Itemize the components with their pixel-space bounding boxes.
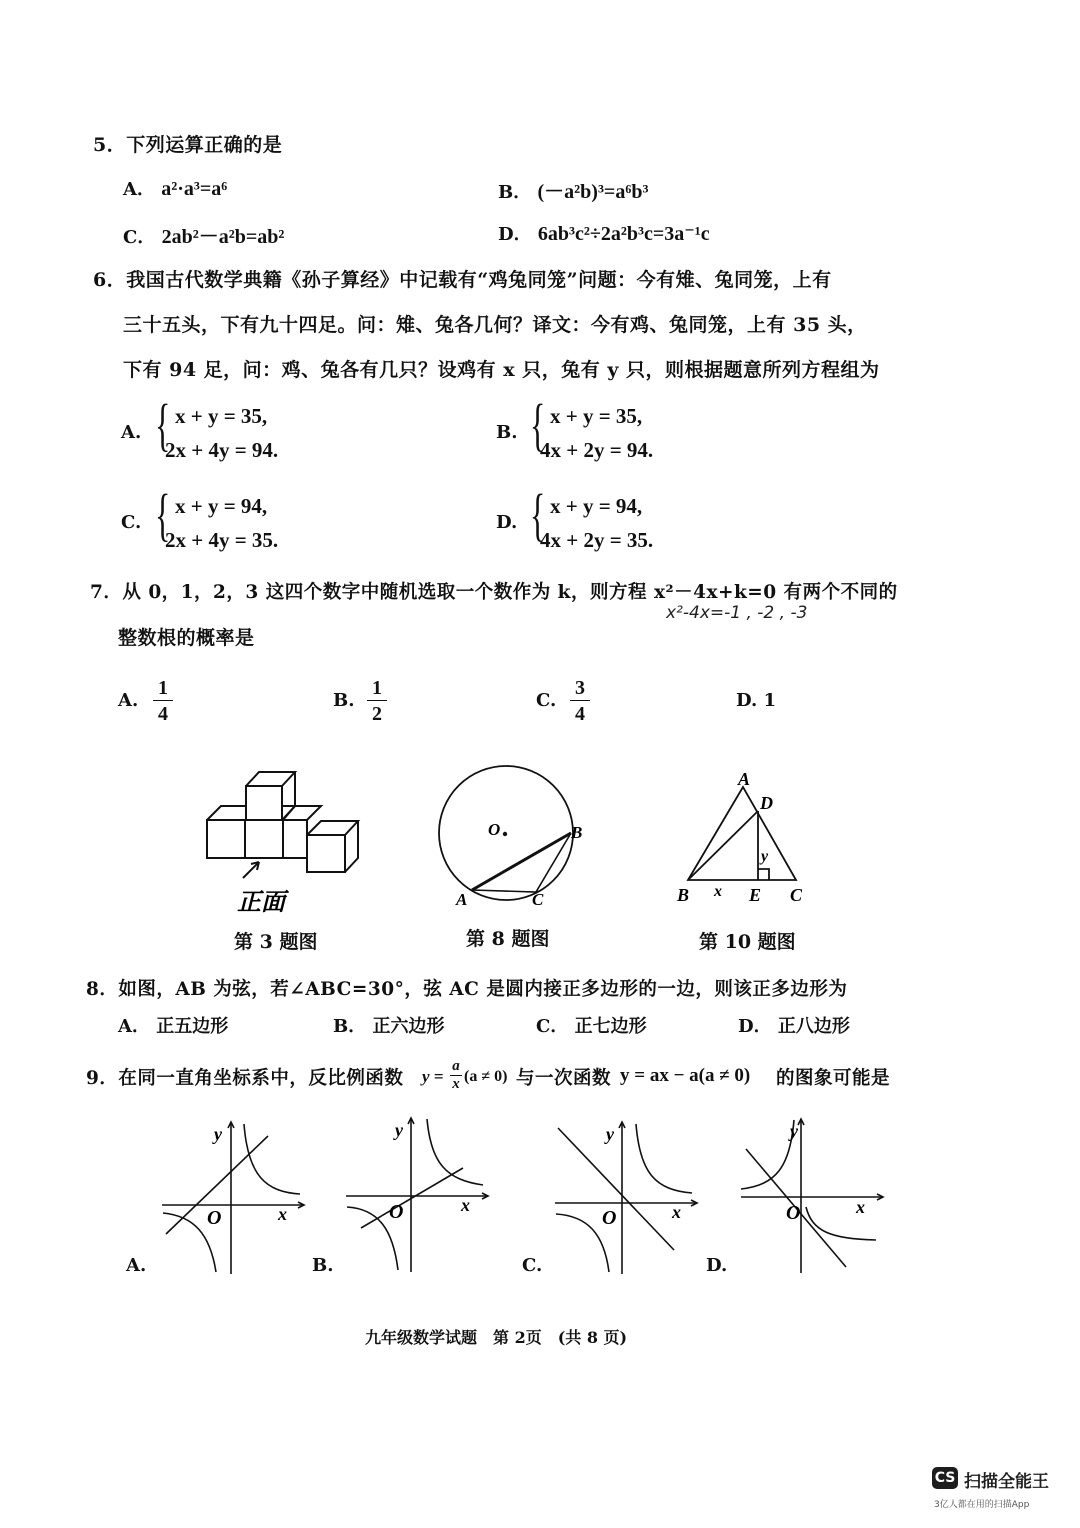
q7-option-d[interactable] xyxy=(736,690,776,711)
q7-option-d-label: D. xyxy=(736,690,758,711)
origin-label: O xyxy=(207,1207,222,1229)
q5-option-a-label: A． xyxy=(123,179,155,200)
fraction-numerator: 1 xyxy=(153,676,173,701)
q7-option-c-fraction[interactable] xyxy=(570,676,590,725)
q8-option-c[interactable] xyxy=(536,1012,647,1038)
q9-func1-condition: (a ≠ 0) xyxy=(464,1068,508,1085)
q5-option-a-expr: a²·a³=a⁶ xyxy=(161,178,228,200)
q8-option-c-text: 正七边形 xyxy=(574,1016,647,1037)
figure-8-circle xyxy=(430,765,590,915)
q8-option-a-label: A． xyxy=(118,1016,150,1037)
q6-option-d-label[interactable]: D. xyxy=(496,512,518,533)
figure-8-caption: 第 8 题图 xyxy=(466,928,550,950)
q8-option-b-text: 正六边形 xyxy=(372,1016,445,1037)
q6-line-2: 三十五头，下有九十四足。问：雉、兔各几何？译文：今有鸡、兔同笼，上有 35 头， xyxy=(123,314,867,336)
q8-option-b[interactable] xyxy=(333,1012,445,1038)
q5-option-b-expr: (－a²b)³=a⁶b³ xyxy=(537,181,649,203)
q7-line-2: 整数根的概率是 xyxy=(118,627,255,649)
x-axis-label: x xyxy=(856,1197,865,1217)
q7-option-a-fraction[interactable] xyxy=(153,676,173,725)
fraction-denominator: 4 xyxy=(158,703,168,725)
q6-option-b-label[interactable]: B. xyxy=(496,422,518,443)
figure-10-triangle xyxy=(672,765,822,915)
q7-option-b-label[interactable]: B. xyxy=(333,690,355,711)
q6-line-3: 下有 94 足，问：鸡、兔各有几只？设鸡有 x 只，兔有 y 只，则根据题意所列方程组为 xyxy=(123,359,880,381)
fraction-denominator: 4 xyxy=(575,703,585,725)
q9-option-a-label[interactable]: A. xyxy=(126,1255,147,1276)
y-axis-label: y xyxy=(790,1121,798,1141)
q9-graph-d[interactable] xyxy=(738,1113,888,1275)
point-b: B xyxy=(571,823,583,842)
q5-option-d-label: D． xyxy=(498,224,532,245)
brace-icon: { xyxy=(155,392,171,457)
q9-fraction xyxy=(450,1058,462,1093)
origin-label: O xyxy=(602,1207,617,1229)
q9-func1: y = xyxy=(422,1067,444,1086)
q5-option-c-label: C． xyxy=(123,227,156,248)
point-o: O xyxy=(488,820,501,839)
q9-option-b-label[interactable]: B. xyxy=(312,1255,334,1276)
x-axis-label: x xyxy=(278,1204,287,1224)
q8-option-d-label: D． xyxy=(738,1016,772,1037)
q5-option-a[interactable] xyxy=(123,175,227,201)
fraction-numerator: a xyxy=(450,1058,462,1076)
q6-option-a-label[interactable]: A. xyxy=(121,422,142,443)
q6-option-c-eq1: x + y = 94, xyxy=(175,494,268,518)
q5-option-b[interactable] xyxy=(498,175,648,204)
point-a: A xyxy=(456,890,468,909)
center-point xyxy=(503,832,507,836)
q6-option-c-label[interactable]: C. xyxy=(121,512,142,533)
q6-line-1: 6．我国古代数学典籍《孙子算经》中记载有“鸡兔同笼”问题：今有雉、兔同笼，上有 xyxy=(93,269,832,291)
fraction-numerator: 3 xyxy=(570,676,590,701)
handwritten-note: x²-4x=-1 , -2 , -3 xyxy=(666,603,808,623)
origin-label: O xyxy=(389,1201,404,1223)
q7-option-d-value: 1 xyxy=(763,690,777,711)
q9-option-c-label[interactable]: C. xyxy=(522,1255,543,1276)
fraction-denominator: 2 xyxy=(372,703,382,725)
q6-option-d-eq2: 4x + 2y = 35. xyxy=(540,528,654,552)
y-axis-label: y xyxy=(606,1124,614,1144)
q6-option-d-eq1: x + y = 94, xyxy=(550,494,643,518)
q6-option-a-eq2: 2x + 4y = 94. xyxy=(165,438,279,462)
q5-option-b-label: B． xyxy=(498,182,532,203)
segment-y-label: y xyxy=(761,848,769,865)
q6-option-b-eq1: x + y = 35, xyxy=(550,404,643,428)
x-axis-label: x xyxy=(461,1195,470,1215)
point-d: D xyxy=(760,793,773,813)
q5-stem: 5．下列运算正确的是 xyxy=(93,134,283,156)
q9-func2: y = ax − a(a ≠ 0) xyxy=(620,1065,751,1086)
q7-option-b-fraction[interactable] xyxy=(367,676,387,725)
q7-option-a-label[interactable]: A. xyxy=(118,690,139,711)
x-axis-label: x xyxy=(672,1202,681,1222)
q5-option-d[interactable] xyxy=(498,220,710,246)
fraction-denominator: x xyxy=(452,1076,460,1092)
point-e: E xyxy=(749,885,762,905)
q8-option-a[interactable] xyxy=(118,1012,228,1038)
q9-stem-c: 的图象可能是 xyxy=(776,1068,891,1089)
q9-graph-b[interactable] xyxy=(343,1112,493,1274)
q6-option-a-eq1: x + y = 35, xyxy=(175,404,268,428)
front-view-label: 正面 xyxy=(237,888,285,916)
q7-line-1: 7．从 0，1，2，3 这四个数字中随机选取一个数作为 k，则方程 x²－4x+k=0 有两个不同的 xyxy=(90,582,898,603)
q9-option-d-label[interactable]: D. xyxy=(706,1255,728,1276)
figure-3-caption: 第 3 题图 xyxy=(234,931,318,953)
q5-option-c[interactable] xyxy=(123,220,284,249)
segment-x-label: x xyxy=(714,883,722,900)
q6-option-c-eq2: 2x + 4y = 35. xyxy=(165,528,279,552)
q8-option-c-label: C． xyxy=(536,1016,569,1037)
q9-graph-c[interactable] xyxy=(552,1118,702,1276)
y-axis-label: y xyxy=(395,1120,403,1140)
q8-option-d[interactable] xyxy=(738,1012,850,1038)
q8-option-d-text: 正八边形 xyxy=(777,1016,850,1037)
point-a: A xyxy=(738,769,751,789)
q6-option-b-eq2: 4x + 2y = 94. xyxy=(540,438,654,462)
figure-3-cubes xyxy=(195,760,375,920)
q9-graph-a[interactable] xyxy=(158,1118,308,1276)
watermark-tagline: 3亿人都在用的扫描App xyxy=(934,1500,1030,1510)
watermark-brand: 扫描全能王 xyxy=(964,1472,1049,1492)
camscanner-logo-icon: CS xyxy=(932,1467,958,1489)
origin-label: O xyxy=(786,1202,801,1224)
brace-icon: { xyxy=(155,482,171,547)
q5-option-d-expr: 6ab³c²÷2a²b³c=3a⁻¹c xyxy=(537,223,710,245)
q8-option-a-text: 正五边形 xyxy=(156,1016,229,1037)
q8-option-b-label: B． xyxy=(333,1016,367,1037)
page-footer: 九年级数学试题 第 2页 (共 8 页) xyxy=(365,1328,628,1347)
q9-stem-a: 9．在同一直角坐标系中，反比例函数 xyxy=(86,1068,404,1089)
figure-10-caption: 第 10 题图 xyxy=(699,931,796,953)
point-c: C xyxy=(790,885,803,905)
q9-stem-b: 与一次函数 xyxy=(516,1068,612,1089)
q7-option-c-label[interactable]: C. xyxy=(536,690,557,711)
point-c: C xyxy=(532,890,544,909)
q8-stem: 8．如图，AB 为弦，若∠ABC=30°，弦 AC 是圆内接正多边形的一边，则该正多边形为 xyxy=(86,979,848,1000)
y-axis-label: y xyxy=(214,1124,222,1144)
q5-option-c-expr: 2ab²－a²b=ab² xyxy=(161,226,285,248)
point-b: B xyxy=(677,885,690,905)
fraction-numerator: 1 xyxy=(367,676,387,701)
brace-icon: { xyxy=(530,392,546,457)
brace-icon: { xyxy=(530,482,546,547)
